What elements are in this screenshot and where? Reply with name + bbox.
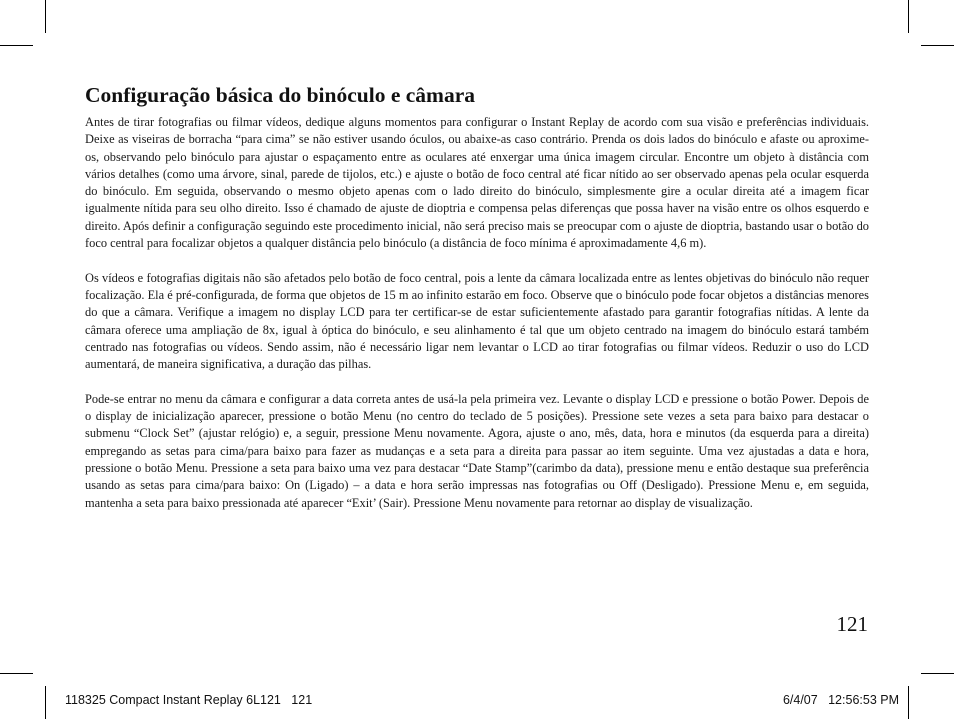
crop-mark-top-right-horizontal (921, 45, 954, 46)
crop-mark-top-left-vertical (45, 0, 46, 33)
crop-mark-bottom-left-vertical (45, 686, 46, 719)
page-number: 121 (836, 612, 868, 636)
crop-mark-top-right-vertical (908, 0, 909, 33)
body-text (85, 114, 869, 512)
crop-mark-bottom-right-horizontal (921, 673, 954, 674)
crop-mark-top-left-horizontal (0, 45, 33, 46)
paragraph-date-setup: Pode-se entrar no menu da câmara e configurar a data correta antes de usá-la pela primeira vez. Levante o display LCD e pressione o botão Power. Depois de o display de inicialização aparecer, pressione o botão Menu (no centro do teclado de 5 posições). Pressione sete vezes a seta para baixo para destacar o submenu “Clock Set” (ajustar relógio) e, a seguir, pressione Menu novamente. Agora, ajuste o ano, mês, data, hora e minutos (da esquerda para a direita) empregando as setas para cima/para baixo para fazer as mudanças e a seta para a direita para passar ao item seguinte. Uma vez ajustadas a data e hora, pressione o botão Menu. Pressione a seta para baixo uma vez para destacar “Date Stamp”(carimbo da data), pressione menu e então destaque sua preferência usando as setas para cima/para baixo: On (Ligado) – a data e hora serão impressas nas fotografias ou Off (Desligado). Pressione Menu e, em seguida, mantenha a seta para baixo pressionada até aparecer “Exit’ (Sair). Pressione Menu novamente para retornar ao display de visualização. (85, 391, 869, 510)
crop-mark-bottom-left-horizontal (0, 673, 33, 674)
print-slug-file-info: 118325 Compact Instant Replay 6L121 121 (65, 693, 313, 707)
paragraph-setup: Antes de tirar fotografias ou filmar vídeos, dedique alguns momentos para configurar o Instant Replay de acordo com sua visão e preferências individuais. Deixe as viseiras de borracha “para cima” se não estiver usando óculos, ou abaixe-as caso contrário. Prenda os dois lados do binóculo e afaste ou aproxime-os, observando pelo binóculo para ajustar o espaçamento entre as oculares até enxergar uma única imagem circular. Encontre um objeto à distância com vários detalhes (como uma árvore, sinal, parede de tijolos, etc.) e ajuste o botão de foco central até ficar nítido ao ser observado apenas pela ocular esquerda do binóculo. Em seguida, observando o mesmo objeto apenas com o lado direito do binóculo, simplesmente gire a ocular direita até a imagem ficar igualmente nítida para seu olho direito. Isso é chamado de ajuste de dioptria e compensa pelas diferenças que possa haver na visão entre os olhos esquerdo e direito. Após definir a configuração seguindo este procedimento inicial, não será preciso mais se preocupar com o ajuste de dioptria, bastando usar o botão do foco central para focalizar objetos a qualquer distância pelo binóculo (a distância de foco mínima é aproximadamente 4,6 m). (85, 115, 869, 251)
print-slug-timestamp: 6/4/07 12:56:53 PM (782, 693, 899, 707)
page-title: Configuração básica do binóculo e câmara (85, 83, 475, 107)
crop-mark-bottom-right-vertical (908, 686, 909, 719)
paragraph-camera-focus: Os vídeos e fotografias digitais não são afetados pelo botão de foco central, pois a lente da câmara localizada entre as lentes objetivas do binóculo não requer focalização. Ela é pré-configurada, de forma que objetos de 15 m ao infinito estarão em foco. Observe que o binóculo pode focar objetos a distâncias menores do que a câmara. Verifique a imagem no display LCD para ter certificar-se de estar suficientemente afastado para garantir fotografias nítidas. A lente da câmara oferece uma ampliação de 8x, igual à óptica do binóculo, e seu alinhamento é tal que um objeto centrado na imagem do binóculo estará também centrado nas fotografias ou vídeos. Sendo assim, não é necessário ligar nem levantar o LCD ao tirar fotografias ou filmar vídeos. Reduzir o uso do LCD aumentará, de maneira significativa, a duração das pilhas. (85, 270, 869, 372)
